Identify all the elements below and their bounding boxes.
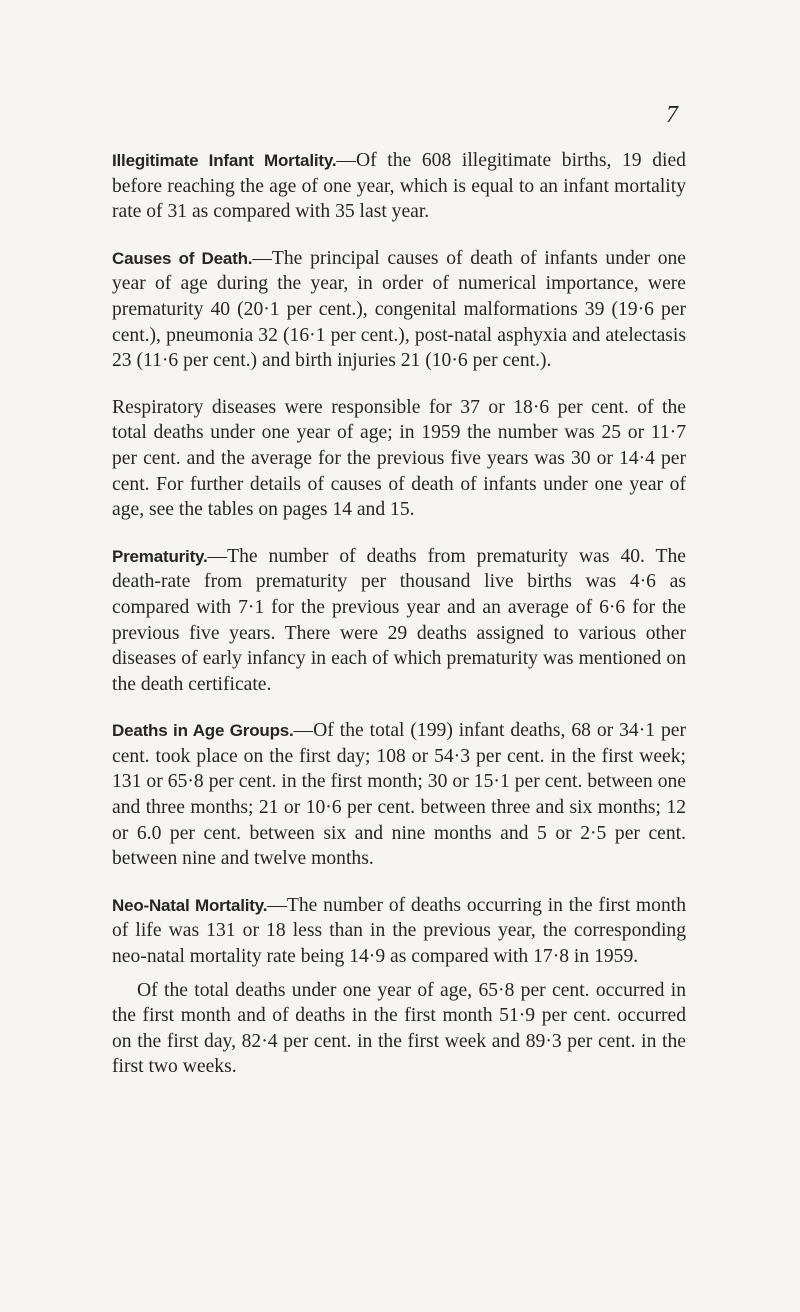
page-number: 7 xyxy=(666,102,678,128)
paragraph-text: —Of the total (199) infant deaths, 68 or 34·1 per cent. took place on the first day; 108 or 54·3 per cent. in the first week; 131 or 65·8 per cent. in the first month; 30 or 15·1 per cent. between one and three months; 21 or 10·6 per cent. between three and six months; 12 or 6.0 per cent. between six and nine months and 5 or 2·5 per cent. between nine and twelve months. xyxy=(112,720,686,870)
paragraph-deaths-in-age-groups xyxy=(112,718,686,872)
paragraph-neo-natal-continuation xyxy=(112,978,686,1080)
paragraph-text: Respiratory diseases were responsible for 37 or 18·6 per cent. of the total deaths under one year of age; in 1959 the number was 25 or 11·7 per cent. and the average for the previous five years was 30 or 14·4 per cent. For further details of causes of death of infants under one year of age, see the tables on pages 14 and 15. xyxy=(112,396,686,521)
section-heading: Neo-Natal Mortality. xyxy=(112,895,268,915)
paragraph-text: —The number of deaths occurring in the first month of life was 131 or 18 less than in the previous year, the corresponding neo-natal mortality rate being 14·9 as compared with 17·8 in 1959. xyxy=(112,894,686,968)
body-text xyxy=(112,148,686,1101)
paragraph-neo-natal-mortality xyxy=(112,893,686,970)
paragraph-causes-of-death xyxy=(112,246,686,374)
section-heading: Illegitimate Infant Mortality. xyxy=(112,151,337,170)
paragraph-text: Of the total deaths under one year of age, 65·8 per cent. occurred in the first month and of deaths in the first month 51·9 per cent. occurred on the first day, 82·4 per cent. in the first week and 89·3 per cent. in the first two weeks. xyxy=(112,979,686,1078)
paragraph-text: —The principal causes of death of infants under one year of age during the year, in order of numerical importance, were prematurity 40 (20·1 per cent.), congenital malformations 39 (19·6 per cent.), pneumonia 32 (16·1 per cent.), post-natal asphyxia and atelectasis 23 (11·6 per cent.) and birth injuries 21 (10·6 per cent.). xyxy=(112,247,687,372)
paragraph-respiratory-diseases xyxy=(112,395,686,523)
paragraph-text: —The number of deaths from prematurity was 40. The death-rate from prematurity per thousand live births was 4·6 as compared with 7·1 for the previous year and an average of 6·6 for the previous five years. There were 29 deaths assigned to various other diseases of early infancy in each of which prematurity was mentioned on the death certificate. xyxy=(112,545,686,695)
paragraph-text: —Of the 608 illegitimate births, 19 died before reaching the age of one year, which is equal to an infant mortality rate of 31 as compared with 35 last year. xyxy=(112,150,686,223)
paragraph-illegitimate-infant-mortality xyxy=(112,148,686,225)
section-heading: Prematurity. xyxy=(112,546,208,566)
paragraph-prematurity xyxy=(112,544,686,698)
section-heading: Deaths in Age Groups. xyxy=(112,721,294,741)
section-heading: Causes of Death. xyxy=(112,248,253,268)
